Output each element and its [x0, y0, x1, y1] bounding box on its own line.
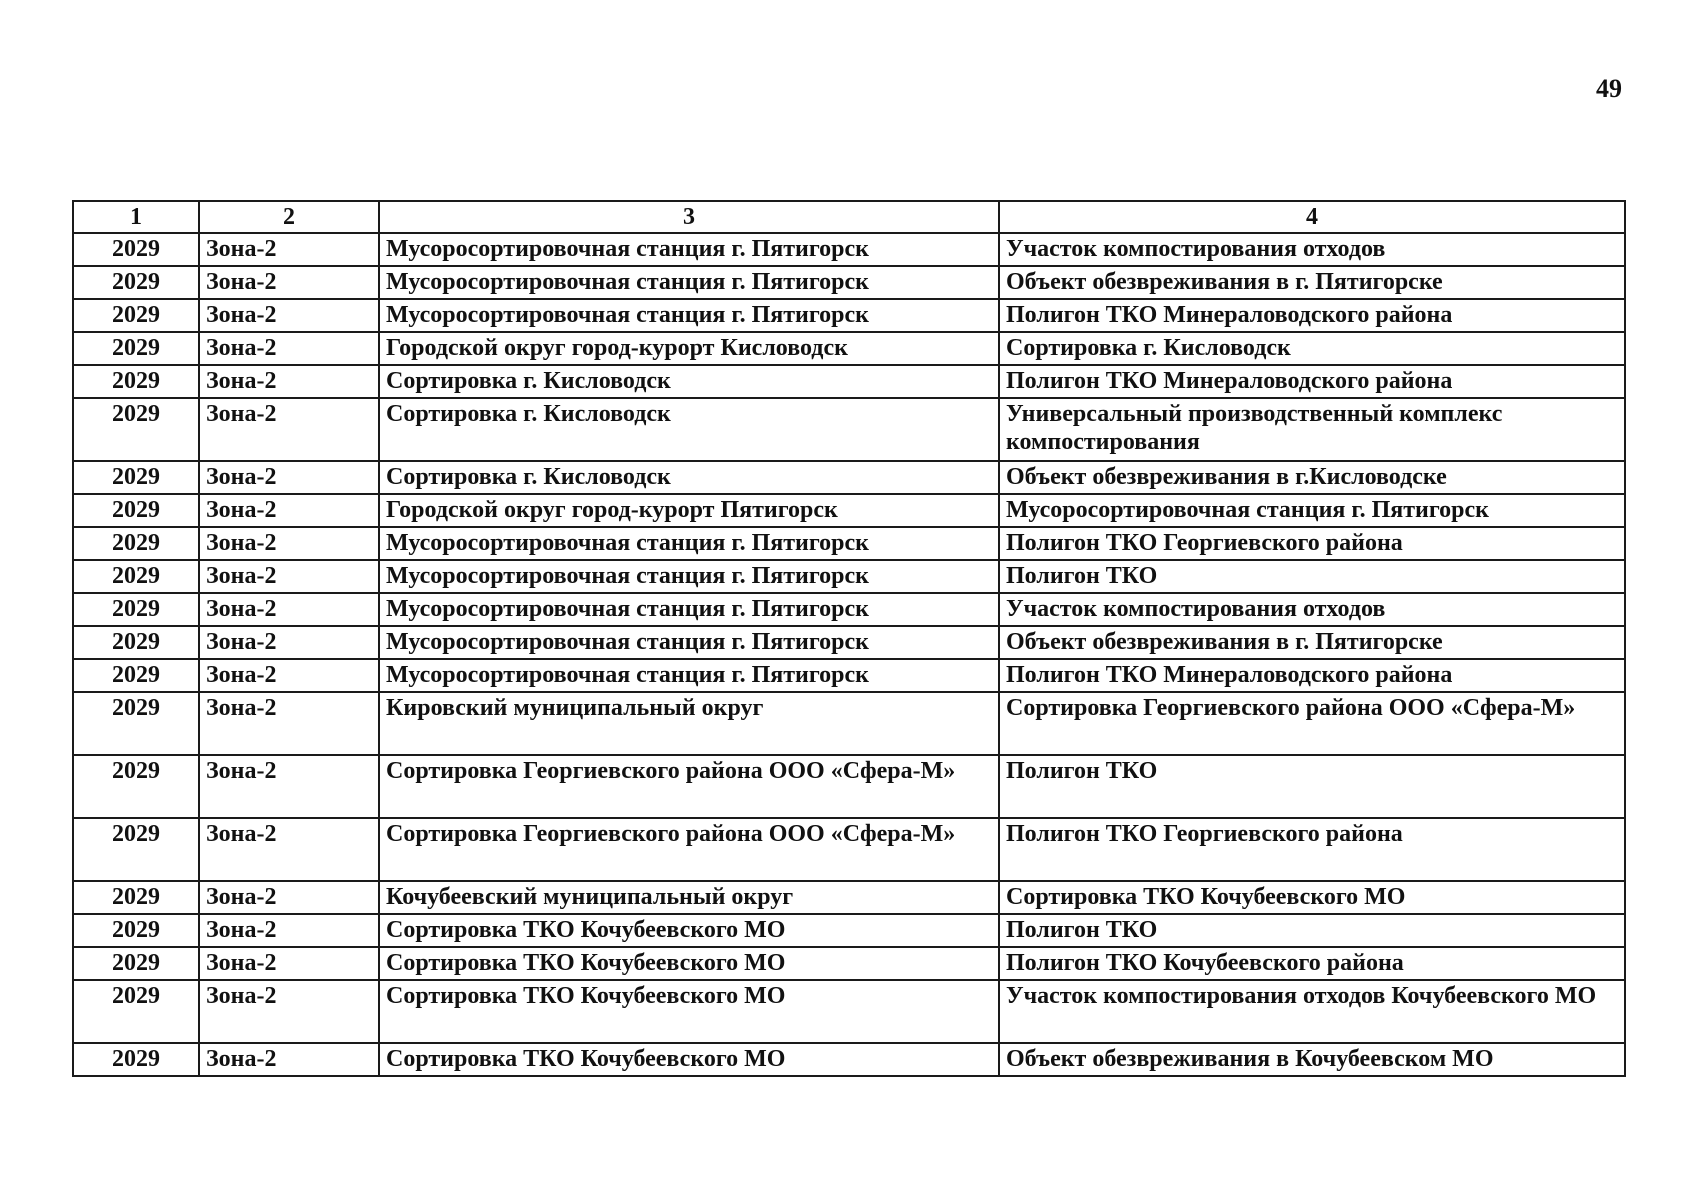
table-row — [73, 947, 1625, 980]
zone-cell: Зона-2 — [199, 233, 379, 266]
source-cell: Городской округ город-курорт Кисловодск — [379, 332, 999, 365]
year-cell: 2029 — [73, 266, 199, 299]
zone-cell: Зона-2 — [199, 365, 379, 398]
destination-cell: Полигон ТКО Минераловодского района — [999, 365, 1625, 398]
year-cell: 2029 — [73, 914, 199, 947]
zone-cell: Зона-2 — [199, 818, 379, 881]
source-cell: Сортировка ТКО Кочубеевского МО — [379, 947, 999, 980]
destination-cell: Сортировка Георгиевского района ООО «Сфера-М» — [999, 692, 1625, 755]
zone-cell: Зона-2 — [199, 980, 379, 1043]
table-row — [73, 818, 1625, 881]
table-row — [73, 881, 1625, 914]
destination-cell: Участок компостирования отходов — [999, 593, 1625, 626]
year-cell: 2029 — [73, 659, 199, 692]
destination-cell: Универсальный производственный комплекс компостирования — [999, 398, 1625, 461]
destination-cell: Объект обезвреживания в г. Пятигорске — [999, 266, 1625, 299]
destination-cell: Участок компостирования отходов — [999, 233, 1625, 266]
year-cell: 2029 — [73, 881, 199, 914]
destination-cell: Полигон ТКО — [999, 560, 1625, 593]
source-cell: Мусоросортировочная станция г. Пятигорск — [379, 266, 999, 299]
zone-cell: Зона-2 — [199, 881, 379, 914]
zone-cell: Зона-2 — [199, 527, 379, 560]
zone-cell: Зона-2 — [199, 692, 379, 755]
year-cell: 2029 — [73, 593, 199, 626]
source-cell: Мусоросортировочная станция г. Пятигорск — [379, 299, 999, 332]
source-cell: Сортировка ТКО Кочубеевского МО — [379, 914, 999, 947]
year-cell: 2029 — [73, 398, 199, 461]
year-cell: 2029 — [73, 560, 199, 593]
table-row — [73, 980, 1625, 1043]
table-row — [73, 266, 1625, 299]
source-cell: Сортировка Георгиевского района ООО «Сфера-М» — [379, 818, 999, 881]
year-cell: 2029 — [73, 947, 199, 980]
source-cell: Мусоросортировочная станция г. Пятигорск — [379, 593, 999, 626]
table-row — [73, 527, 1625, 560]
table-row — [73, 626, 1625, 659]
destination-cell: Сортировка г. Кисловодск — [999, 332, 1625, 365]
zone-cell: Зона-2 — [199, 299, 379, 332]
table-row — [73, 692, 1625, 755]
zone-cell: Зона-2 — [199, 914, 379, 947]
source-cell: Мусоросортировочная станция г. Пятигорск — [379, 626, 999, 659]
page-number: 49 — [1596, 74, 1622, 103]
destination-cell: Полигон ТКО — [999, 914, 1625, 947]
table-header-row — [73, 201, 1625, 233]
year-cell: 2029 — [73, 692, 199, 755]
destination-cell: Мусоросортировочная станция г. Пятигорск — [999, 494, 1625, 527]
destination-cell: Объект обезвреживания в г.Кисловодске — [999, 461, 1625, 494]
destination-cell: Полигон ТКО — [999, 755, 1625, 818]
transport-routes-table — [72, 200, 1626, 1077]
table-row — [73, 494, 1625, 527]
zone-cell: Зона-2 — [199, 560, 379, 593]
destination-cell: Участок компостирования отходов Кочубеевского МО — [999, 980, 1625, 1043]
column-header-4: 4 — [999, 201, 1625, 233]
zone-cell: Зона-2 — [199, 398, 379, 461]
source-cell: Мусоросортировочная станция г. Пятигорск — [379, 659, 999, 692]
column-header-3: 3 — [379, 201, 999, 233]
source-cell: Сортировка ТКО Кочубеевского МО — [379, 980, 999, 1043]
source-cell: Мусоросортировочная станция г. Пятигорск — [379, 560, 999, 593]
zone-cell: Зона-2 — [199, 332, 379, 365]
year-cell: 2029 — [73, 980, 199, 1043]
source-cell: Сортировка ТКО Кочубеевского МО — [379, 1043, 999, 1076]
year-cell: 2029 — [73, 365, 199, 398]
zone-cell: Зона-2 — [199, 1043, 379, 1076]
source-cell: Сортировка Георгиевского района ООО «Сфера-М» — [379, 755, 999, 818]
destination-cell: Полигон ТКО Минераловодского района — [999, 299, 1625, 332]
table-row — [73, 659, 1625, 692]
source-cell: Мусоросортировочная станция г. Пятигорск — [379, 527, 999, 560]
destination-cell: Объект обезвреживания в г. Пятигорске — [999, 626, 1625, 659]
table-row — [73, 332, 1625, 365]
year-cell: 2029 — [73, 494, 199, 527]
year-cell: 2029 — [73, 818, 199, 881]
destination-cell: Сортировка ТКО Кочубеевского МО — [999, 881, 1625, 914]
table-row — [73, 914, 1625, 947]
destination-cell: Объект обезвреживания в Кочубеевском МО — [999, 1043, 1625, 1076]
table-row — [73, 1043, 1625, 1076]
zone-cell: Зона-2 — [199, 626, 379, 659]
year-cell: 2029 — [73, 233, 199, 266]
table-row — [73, 233, 1625, 266]
year-cell: 2029 — [73, 461, 199, 494]
table-row — [73, 365, 1625, 398]
source-cell: Сортировка г. Кисловодск — [379, 461, 999, 494]
table-row — [73, 755, 1625, 818]
year-cell: 2029 — [73, 1043, 199, 1076]
source-cell: Городской округ город-курорт Пятигорск — [379, 494, 999, 527]
table-row — [73, 299, 1625, 332]
destination-cell: Полигон ТКО Минераловодского района — [999, 659, 1625, 692]
column-header-2: 2 — [199, 201, 379, 233]
destination-cell: Полигон ТКО Георгиевского района — [999, 818, 1625, 881]
source-cell: Сортировка г. Кисловодск — [379, 398, 999, 461]
table-body — [73, 233, 1625, 1076]
zone-cell: Зона-2 — [199, 461, 379, 494]
year-cell: 2029 — [73, 299, 199, 332]
table-row — [73, 398, 1625, 461]
table-row — [73, 593, 1625, 626]
year-cell: 2029 — [73, 755, 199, 818]
source-cell: Кочубеевский муниципальный округ — [379, 881, 999, 914]
destination-cell: Полигон ТКО Георгиевского района — [999, 527, 1625, 560]
year-cell: 2029 — [73, 626, 199, 659]
zone-cell: Зона-2 — [199, 947, 379, 980]
zone-cell: Зона-2 — [199, 659, 379, 692]
zone-cell: Зона-2 — [199, 593, 379, 626]
zone-cell: Зона-2 — [199, 266, 379, 299]
source-cell: Мусоросортировочная станция г. Пятигорск — [379, 233, 999, 266]
destination-cell: Полигон ТКО Кочубеевского района — [999, 947, 1625, 980]
zone-cell: Зона-2 — [199, 494, 379, 527]
year-cell: 2029 — [73, 527, 199, 560]
year-cell: 2029 — [73, 332, 199, 365]
source-cell: Сортировка г. Кисловодск — [379, 365, 999, 398]
source-cell: Кировский муниципальный округ — [379, 692, 999, 755]
column-header-1: 1 — [73, 201, 199, 233]
transport-routes-table-container — [72, 200, 1624, 1077]
table-row — [73, 461, 1625, 494]
zone-cell: Зона-2 — [199, 755, 379, 818]
table-row — [73, 560, 1625, 593]
